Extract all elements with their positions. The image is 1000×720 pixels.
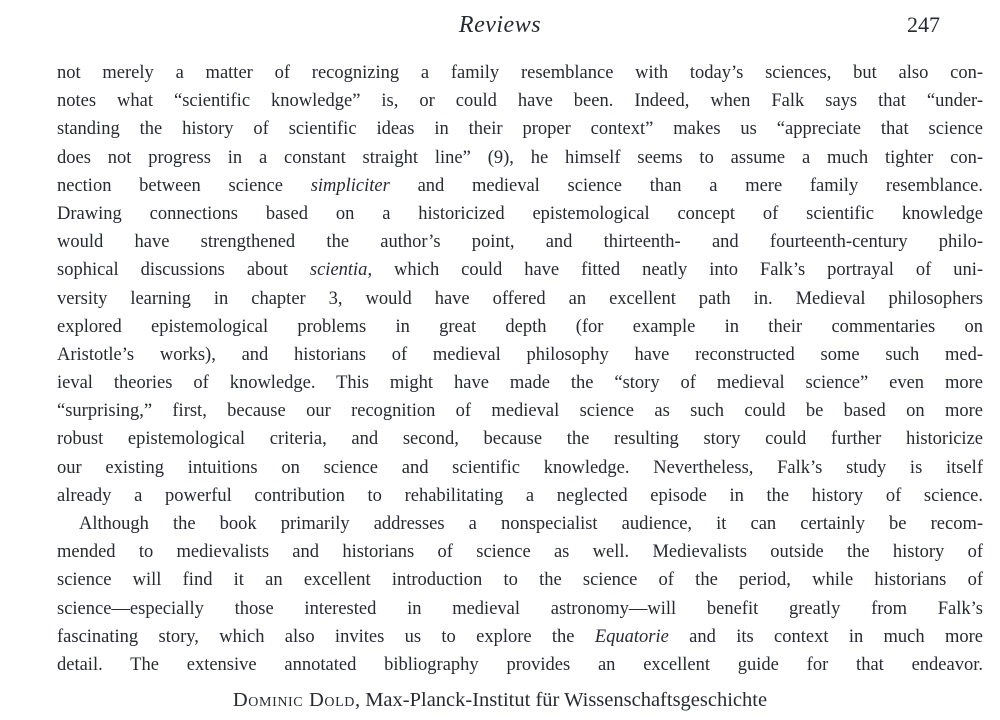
- text-line: [57, 397, 983, 425]
- text-run: Drawing connections based on a historicized epistemological concept of scientific knowledge: [57, 203, 983, 224]
- text-run: explored epistemological problems in great depth (for example in their commentaries on: [57, 316, 983, 337]
- italic-term: simpliciter: [310, 175, 390, 196]
- paragraph: [57, 510, 983, 679]
- text-run: mended to medievalists and historians of science as well. Medievalists outside the history of: [57, 542, 983, 563]
- text-run: and medieval science than a mere family resemblance.: [389, 175, 983, 196]
- text-run: robust epistemological criteria, and second, because the resulting story could further historicize: [57, 429, 983, 450]
- text-run: and its context in much more: [668, 626, 983, 647]
- paragraph: [57, 59, 983, 510]
- text-run: nection between science: [57, 175, 311, 196]
- text-line: [57, 595, 983, 623]
- reviewer-name: Dominic Dold: [232, 689, 355, 712]
- review-body: [0, 59, 1000, 679]
- text-run: already a powerful contribution to rehabilitating a neglected episode in the history of science.: [57, 485, 983, 506]
- running-title: Reviews: [458, 12, 542, 38]
- text-line: [57, 228, 983, 256]
- text-line: [57, 285, 983, 313]
- text-line: [57, 425, 983, 453]
- text-run: fascinating story, which also invites us to explore the: [57, 626, 595, 647]
- text-run: not merely a matter of recognizing a family resemblance with today’s sciences, but also con-: [57, 63, 983, 83]
- text-run: Aristotle’s works), and historians of medieval philosophy have reconstructed some such med-: [57, 344, 983, 365]
- text-line: [57, 369, 983, 397]
- text-line: [57, 454, 983, 482]
- text-line: [57, 87, 983, 115]
- text-line: [57, 256, 983, 284]
- text-run: our existing intuitions on science and scientific knowledge. Nevertheless, Falk’s study is itself: [57, 457, 983, 478]
- text-line: [57, 115, 983, 143]
- text-run: , which could have fitted neatly into Falk’s portrayal of uni-: [367, 260, 983, 281]
- text-run: versity learning in chapter 3, would have offered an excellent path in. Medieval philosophers: [57, 288, 983, 309]
- italic-term: Equatorie: [594, 626, 669, 647]
- text-line: [57, 341, 983, 369]
- text-run: would have strengthened the author’s point, and thirteenth- and fourteenth-century philo-: [57, 232, 983, 253]
- page-header: [0, 0, 1000, 40]
- text-line: [57, 200, 983, 228]
- reviewer-affiliation: , Max-Planck-Institut für Wissenschaftsgeschichte: [354, 689, 768, 712]
- text-line: [57, 510, 983, 538]
- text-run: Although the book primarily addresses a nonspecialist audience, it can certainly be recom-: [79, 514, 983, 534]
- text-run: science will find it an excellent introduction to the science of the period, while historians of: [57, 570, 983, 591]
- text-run: ieval theories of knowledge. This might have made the “story of medieval science” even more: [57, 373, 983, 394]
- text-line: [57, 566, 983, 594]
- text-line: [57, 651, 983, 679]
- text-run: does not progress in a constant straight line” (9), he himself seems to assume a much tighter con-: [57, 147, 983, 168]
- text-line: [57, 172, 983, 200]
- text-run: science—especially those interested in medieval astronomy—will benefit greatly from Falk’s: [57, 598, 983, 619]
- text-run: “surprising,” first, because our recognition of medieval science as such could be based on more: [57, 401, 983, 422]
- text-line: [57, 59, 983, 87]
- text-run: detail. The extensive annotated bibliography provides an excellent guide for that endeavor.: [57, 654, 983, 675]
- text-run: sophical discussions about: [57, 260, 310, 281]
- text-line: [57, 313, 983, 341]
- text-line: [57, 482, 983, 510]
- text-line: [57, 538, 983, 566]
- text-run: standing the history of scientific ideas in their proper context” makes us “appreciate that science: [57, 119, 983, 140]
- page-number: 247: [907, 12, 940, 37]
- text-run: notes what “scientific knowledge” is, or could have been. Indeed, when Falk says that “under-: [57, 91, 983, 112]
- italic-term: scientia: [309, 260, 368, 281]
- text-line: [57, 144, 983, 172]
- reviewer-signature: [0, 686, 1000, 714]
- text-line: [57, 623, 983, 651]
